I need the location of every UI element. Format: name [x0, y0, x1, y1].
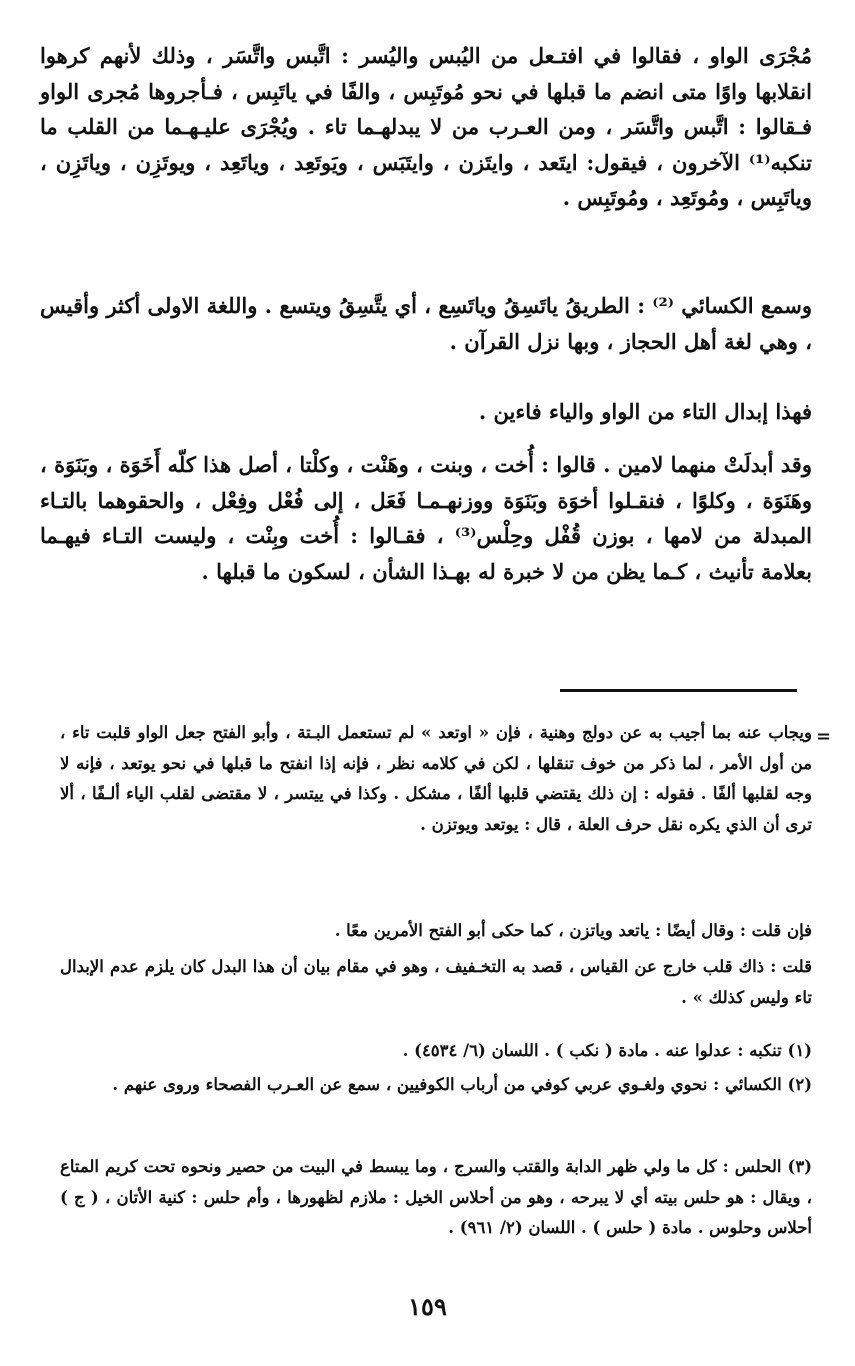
footnote-1 [60, 1036, 812, 1067]
continued-note-2 [60, 916, 812, 947]
footnote-text: (٣) الحلس : كل ما ولي ظهر الدابة والقتب والسرج ، وما يبسط في البيت من حصير ونحوه تحت كريم المتاع ، ويقال : هو حلس بيته أي لا يبرحه ، وهو من أحلاس الخيل : ملازم لظهورها ، وأم حلس : كنية الأتان ، ( ج ) أحلاس وحلوس . مادة ( حلس ) . اللسان (٢/ ٩٦١) . [60, 1157, 812, 1237]
continuation-marker: = [816, 726, 832, 747]
paragraph-text: مُجْرَى الواو ، فقالوا في افتـعل من اليُبس واليُسر : اتَّبس واتَّسَر ، وذلك لأنهم كرهوا انقلابها واوًا متى انضم ما قبلها في نحو مُوتَبِس ، والفًا في ياتَبِس ، فـأجروها مُجرى الواو فـقالوا : اتَّبس واتَّسَر ، ومن العـرب من لا يبدلهـما تاء . ويُجْرَى عليـهـما من القلب ما تنكبه⁽¹⁾ الآخرون ، فيقول: ايتَعد ، وايتَزن ، وايتَبَس ، ويَوتَعِد ، وياتَعِد ، ويوتَزِن ، وياتَزِن ، وياتَبِس ، ومُوتَعِد ، ومُوتَبِس . [40, 43, 812, 210]
footnote-text: (٢) الكسائي : نحوي ولغـوي عربي كوفي من أرباب الكوفيين ، سمع عن العـرب الفصحاء وروى عنهم . [112, 1075, 812, 1094]
paragraph-text: وقد أبدلَتْ منهما لامين . قالوا : أُخت ، وبنت ، وهَنْت ، وكلْتا ، أصل هذا كلّه أَخَوَة ، وبَنَوَة ، وهَنَوَة ، وكلوًا ، فنقـلوا أخوَة وبَنَوَة ووزنهـمـا فَعَل ، إلى فُعْل وفِعْل ، والحقوهما بالتـاء المبدلة من لامها ، بوزن قُفْل وحِلْس⁽³⁾ ، فقـالوا : أُخت وبِنْت ، وليست التـاء فيهـما بعلامة تأنيث ، كـما يظن من لا خبرة له بهـذا الشأن ، لسكون ما قبلها . [40, 452, 812, 584]
footnote-text: (١) تنكبه : عدلوا عنه . مادة ( نكب ) . اللسان (٦/ ٤٥٣٤) . [402, 1041, 812, 1060]
footnote-separator [560, 689, 797, 692]
main-paragraph-4 [40, 447, 812, 589]
continued-note-3 [60, 952, 812, 1013]
footnote-3 [60, 1152, 812, 1244]
main-paragraph-1 [40, 38, 812, 216]
paragraph-text: فهذا إبدال التاء من الواو والياء فاءين . [478, 399, 812, 424]
paragraph-text: وسمع الكسائي ⁽²⁾ : الطريقُ ياتَسِقُ وياتَسِع ، أي يتَّسِقُ ويتسع . واللغة الاولى أكثر وأقيس ، وهي لغة أهل الحجاز ، وبها نزل القرآن . [40, 293, 812, 354]
main-paragraph-3 [40, 394, 812, 430]
main-paragraph-2 [40, 288, 812, 359]
note-text: فإن قلت : وقال أيضًا : ياتعد وياتزن ، كما حكى أبو الفتح الأمرين معًا . [334, 921, 812, 940]
note-text: ويجاب عنه بما أجيب به عن دولج وهنية ، فإن « اوتعد » لم تستعمل البـتة ، وأبو الفتح جعل الواو قلبت تاء ، من أول الأمر ، لما ذكر من خوف تنقلها ، لكن في كلامه نظر ، فإنه إذا انفتح ما قبلها في نحو يوتعد ، فإنه لا وجه لقلبها ألفًا . فقوله : إن ذلك يقتضي قلبها ألفًا ، مشكل . وكذا في ييتسر ، لا مقتضى لقلب الياء ألـفًا ، ألا ترى أن الذي يكره نقل حرف العلة ، قال : يوتعد ويوتزن . [60, 723, 812, 834]
note-text: قلت : ذاك قلب خارج عن القياس ، قصد به التخـفيف ، وهو في مقام بيان أن هذا البدل كان يلزم عدم الإبدال تاء وليس كذلك » . [60, 957, 812, 1007]
continued-note-1 [60, 718, 812, 840]
footnote-2 [60, 1070, 812, 1101]
page-number: ١٥٩ [408, 1292, 447, 1321]
